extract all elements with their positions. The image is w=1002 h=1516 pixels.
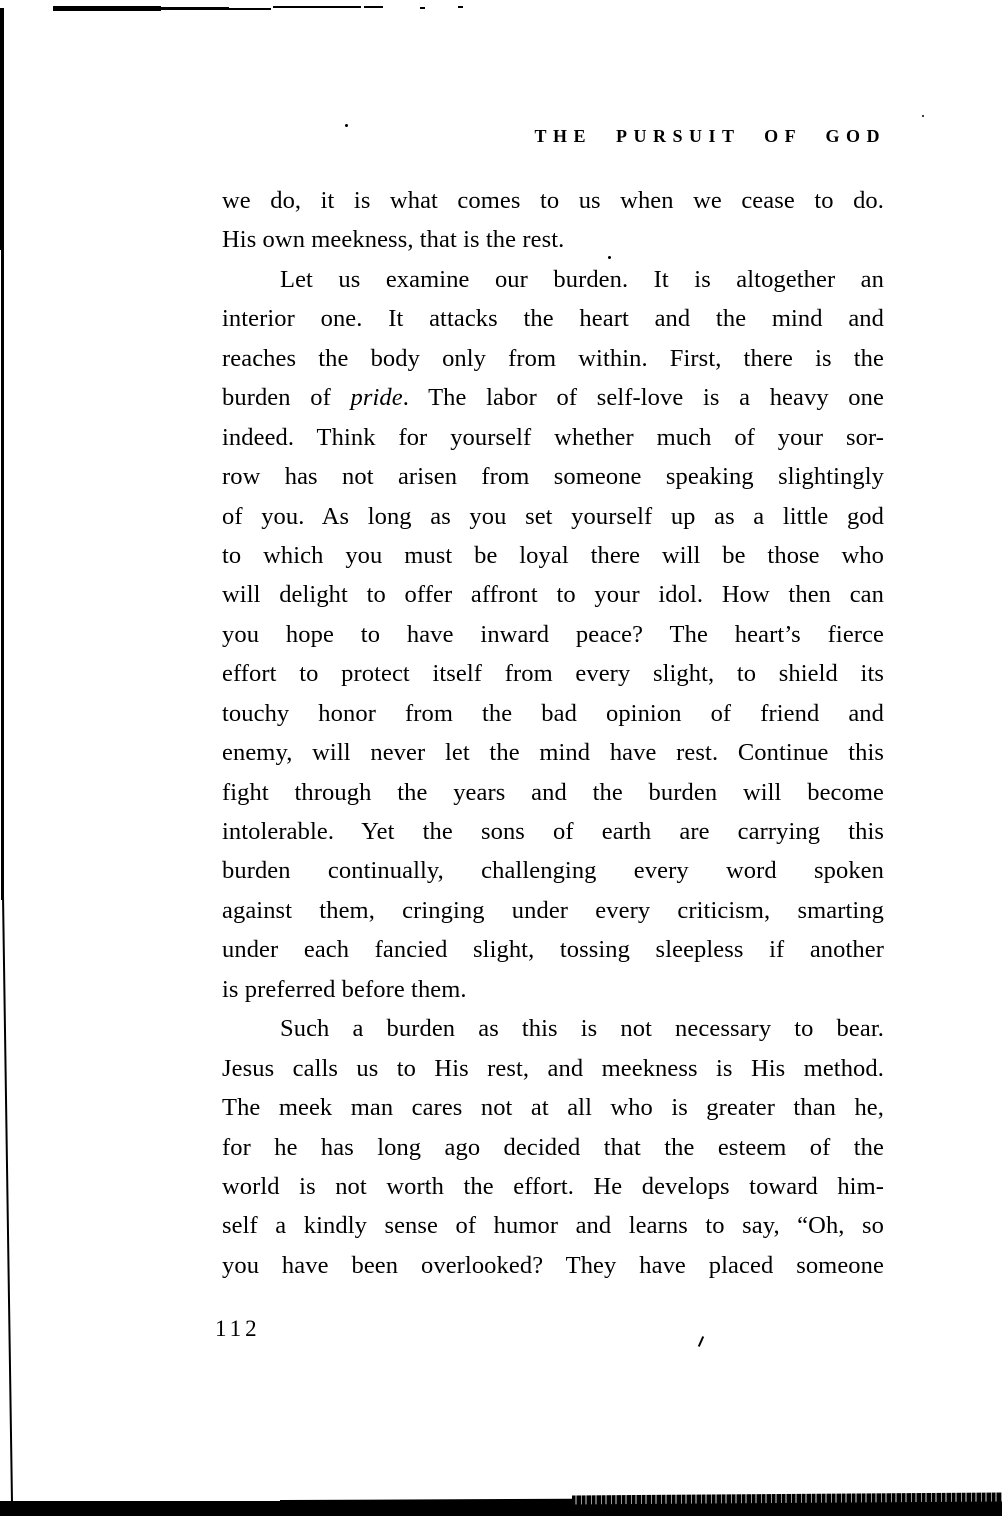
- text-segment: burden of: [222, 384, 351, 412]
- text-segment: . The labor of self-love is a heavy one: [402, 384, 884, 412]
- text-line: [222, 773, 884, 812]
- scan-artifact-tick: [698, 1336, 704, 1347]
- scan-artifact-left-edge-line: [0, 8, 4, 250]
- text-segment: we do, it is what comes to us when we cease to do.: [222, 187, 884, 214]
- scan-artifact-left-edge-line: [1, 248, 4, 900]
- text-line: [222, 1206, 884, 1245]
- text-line: [222, 970, 884, 1009]
- scan-artifact-speck: [420, 7, 425, 9]
- text-segment: fight through the years and the burden will become: [222, 778, 884, 806]
- text-line: [222, 930, 884, 969]
- text-segment: enemy, will never let the mind have rest. Continue this: [222, 739, 884, 767]
- text-line: [222, 1128, 884, 1167]
- text-segment: of you. As long as you set yourself up as a little god: [222, 502, 884, 530]
- text-line: [222, 851, 884, 890]
- text-segment: indeed. Think for yourself whether much of your sor-: [222, 423, 884, 451]
- text-segment: Jesus calls us to His rest, and meekness is His method.: [222, 1054, 884, 1082]
- text-segment: The meek man cares not at all who is greater than he,: [222, 1094, 884, 1122]
- text-line: [222, 1088, 884, 1127]
- text-line: [222, 220, 884, 259]
- text-segment: His own meekness, that is the rest.: [222, 226, 565, 254]
- text-line: [222, 615, 884, 654]
- text-segment: against them, cringing under every criticism, smarting: [222, 896, 884, 924]
- text-line: [222, 575, 884, 614]
- text-segment: row has not arisen from someone speaking slightingly: [222, 463, 884, 491]
- text-segment: for he has long ago decided that the esteem of the: [222, 1133, 884, 1161]
- text-line: [222, 1167, 884, 1206]
- text-line: [222, 1246, 884, 1285]
- text-segment: you have been overlooked? They have placed someone: [222, 1251, 884, 1279]
- text-line: [222, 654, 884, 693]
- text-segment: under each fancied slight, tossing sleepless if another: [222, 936, 884, 964]
- text-line: [222, 1009, 884, 1048]
- text-line: [222, 812, 884, 851]
- scan-artifact-top-streak: [227, 8, 271, 10]
- scan-artifact-top-streak: [159, 7, 229, 10]
- scan-artifact-top-streak: [53, 6, 161, 11]
- text-line: [222, 694, 884, 733]
- text-segment: reaches the body only from within. First, there is the: [222, 344, 884, 372]
- scan-artifact-speck: [922, 115, 924, 117]
- scan-artifact-top-streak: [364, 6, 383, 8]
- text-segment: touchy honor from the bad opinion of friend and: [222, 699, 884, 727]
- text-line: [222, 418, 884, 457]
- text-line: [222, 299, 884, 338]
- text-segment: will delight to offer affront to your idol. How then can: [222, 581, 884, 609]
- page-number: 112: [215, 1316, 261, 1341]
- text-line: [222, 891, 884, 930]
- running-header: THE PURSUIT OF GOD: [534, 126, 886, 146]
- scan-artifact-speck: [458, 6, 463, 8]
- text-segment: is preferred before them.: [222, 975, 467, 1003]
- text-line: [222, 733, 884, 772]
- text-line: [222, 260, 884, 299]
- scan-artifact-speck: [345, 124, 348, 127]
- text-segment: effort to protect itself from every slight, to shield its: [222, 660, 884, 688]
- body-text: [222, 181, 884, 1285]
- text-segment: Such a burden as this is not necessary to bear.: [280, 1015, 884, 1043]
- text-segment: Let us examine our burden. It is altogether an: [280, 265, 884, 293]
- text-line: [222, 536, 884, 575]
- scan-artifact-left-edge-line: [2, 896, 13, 1508]
- text-line: [222, 1049, 884, 1088]
- text-segment: burden continually, challenging every word spoken: [222, 857, 884, 885]
- text-segment: world is not worth the effort. He develops toward him-: [222, 1172, 884, 1200]
- text-segment: you hope to have inward peace? The heart’s fierce: [222, 620, 884, 648]
- text-segment: to which you must be loyal there will be those who: [222, 541, 884, 569]
- scan-artifact-top-streak: [273, 6, 361, 8]
- text-segment: interior one. It attacks the heart and the mind and: [222, 305, 884, 333]
- text-line: [222, 497, 884, 536]
- text-line: [222, 457, 884, 496]
- text-segment: self a kindly sense of humor and learns to say, “Oh, so: [222, 1212, 884, 1240]
- text-segment: pride: [350, 384, 403, 412]
- text-line: [222, 378, 884, 417]
- text-line: [222, 339, 884, 378]
- text-segment: intolerable. Yet the sons of earth are carrying this: [222, 818, 884, 845]
- text-line: [222, 181, 884, 220]
